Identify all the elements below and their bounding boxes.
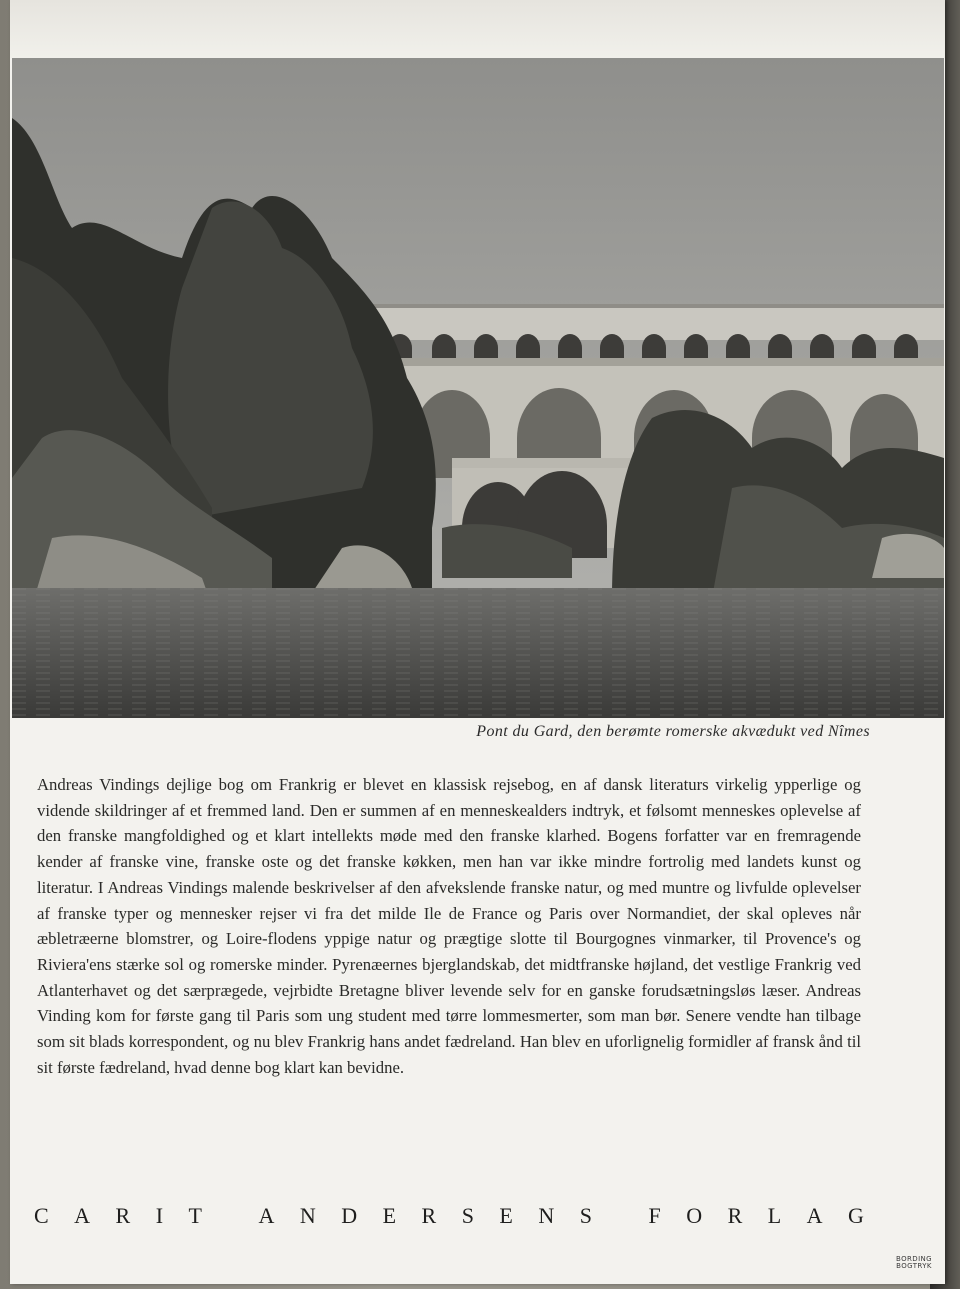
publisher-letter: E [382, 1203, 397, 1228]
publisher-letter: T [188, 1203, 202, 1228]
publisher-letter: N [538, 1203, 555, 1228]
publisher-letter: S [461, 1203, 474, 1228]
publisher-letter: S [579, 1203, 592, 1228]
publisher-letter: N [299, 1203, 316, 1228]
book-description: Andreas Vindings dejlige bog om Frankrig er blevet en klassisk rejsebog, en af dansk literaturs virkelig ypperlige og vidende skildringer af et fremmed land. Den er summen af en menneskealders indtryk, et følsomt menneskes oplevelse af den franske mangfoldighed og et klart intellekts møde med den franske klarhed. Bogens forfatter var en fremragende kender af franske vine, franske oste og det franske køkken, men han var ikke mindre fortrolig med landets kunst og literatur. I Andreas Vindings malende beskrivelser af den afvekslende franske natur, og med muntre og livfulde oplevelser af franske typer og mennesker rejser vi fra det milde Ile de France og Paris over Normandiet, der skal opleves når æbletræerne blomstrer, og Loire-flodens yppige natur og prægtige slotte til Bourgognes vinmarker, til Provence's og Riviera'ens stærke sol og romerske minder. Pyrenæernes bjerglandskab, det midtfranske højland, det vestlige Frankrig ved Atlanterhavet og det særprægede, vejrbidte Bretagne bliver levende selv for en ganske forudsætningsløs læser. Andreas Vinding kom for første gang til Paris som ung student med tørre lommesmerter, som man bør. Senere vendte han tilbage som sit blads korrespondent, og nu blev Frankrig hans andet fædreland. Han blev en uforlignelig formidler af fransk ånd til sit første fædreland, hvad denne bog klart kan bevidne. [37, 775, 861, 1077]
publisher-letter: I [155, 1203, 164, 1228]
publisher-letter: F [648, 1203, 661, 1228]
publisher-letter: C [34, 1203, 49, 1228]
printer-logo [896, 1256, 932, 1270]
publisher-letter: A [74, 1203, 91, 1228]
publisher-letter: L [767, 1203, 782, 1228]
publisher-letter: A [258, 1203, 275, 1228]
publisher-letter: G [848, 1203, 864, 1228]
jacket-top-fold [10, 0, 945, 58]
photo-illustration [12, 58, 944, 718]
publisher-letter: R [727, 1203, 743, 1228]
publisher-letter: A [806, 1203, 823, 1228]
publisher-letter: R [421, 1203, 437, 1228]
publisher-name [34, 1203, 864, 1229]
publisher-space [227, 1203, 233, 1229]
publisher-letter: D [341, 1203, 358, 1228]
publisher-letter: E [499, 1203, 513, 1228]
printer-mark-line-2: BOGTRYK [896, 1262, 932, 1270]
printer-mark-line-1: BORDING [896, 1255, 932, 1263]
pont-du-gard-photo [12, 58, 944, 718]
publisher-letter: R [115, 1203, 131, 1228]
publisher-space [617, 1203, 623, 1229]
photo-caption: Pont du Gard, den berømte romerske akvædukt ved Nîmes [476, 723, 870, 740]
publisher-letter: O [686, 1203, 703, 1228]
dust-jacket-back [10, 0, 945, 1284]
